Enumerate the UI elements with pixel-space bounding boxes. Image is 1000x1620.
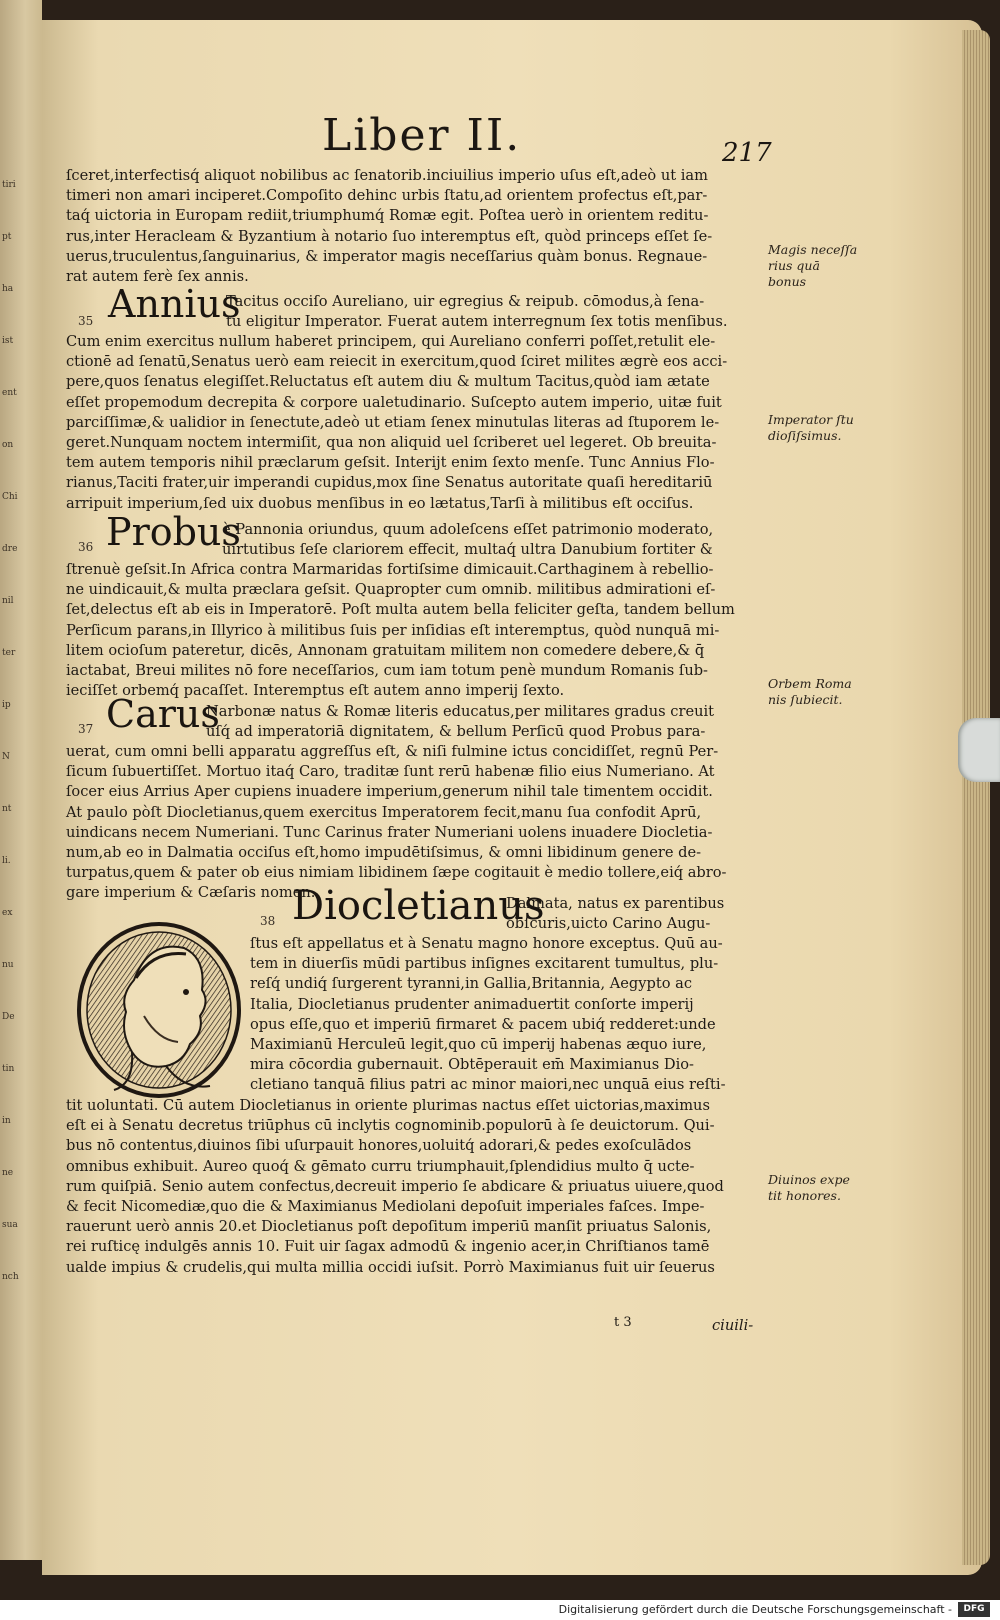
text-line: è Pannonia oriundus, quum adoleſcens eſſet patrimonio moderato,: [222, 521, 714, 538]
text-line: ſet,delectus eſt ab eis in Imperatorē. Poſt multa autem bella feliciter geſta, tandem bellum: [66, 601, 735, 619]
text-line: tu eligitur Imperator. Fuerat autem interregnum ſex totis menſibus.: [226, 313, 728, 331]
text-line: geret.Nunquam noctem intermiſit, qua non aliquid uel ſcriberet uel legeret. Ob breuita-: [66, 434, 717, 452]
left-page-fragment: ter: [2, 648, 16, 658]
entry-heading: Carus: [106, 692, 220, 736]
dfg-logo: DFG: [958, 1602, 990, 1617]
text-line: rat autem ferè ſex annis.: [66, 268, 249, 286]
text-line: arripuit imperium,ſed uix duobus menſibus in eo lætatus,Tarſi à militibus eſt occiſus.: [66, 494, 694, 512]
text-line: tit uoluntati. Cū autem Diocletianus in oriente plurimas nactus eſſet uictorias,maximus: [66, 1097, 710, 1114]
text-line: Maximianū Herculeū legit,quo cū imperij habenas æquo iure,: [250, 1036, 707, 1054]
entry-body: [66, 332, 766, 514]
entry-lead: [506, 894, 766, 934]
left-page-fragment: sua: [2, 1220, 18, 1230]
page-title: Liber II.: [322, 110, 522, 161]
text-line: bus nō contentus,diuinos ſibi uſurpauit honores,uoluitq́ adorari,& pedes exoſculādos: [66, 1137, 692, 1155]
text-line: ualde impius & crudelis,qui multa millia occidi iuſsit. Porrò Maximianus fuit uir ſeuerus: [66, 1258, 715, 1276]
text-line: taq́ uictoria in Europam rediit,triumphumq́ Romæ egit. Poſtea uerò in orientem reditu-: [66, 207, 709, 225]
text-line: uirtutibus ſeſe clariorem effecit, multaq́ ultra Danubium fortiter &: [222, 541, 713, 559]
text-line: gare imperium & Cæſaris nomen.: [66, 884, 316, 902]
margin-note: Magis neceſſa rius quā bonus: [768, 242, 858, 289]
text-line: tem autem temporis nihil præclarum geſsit. Interijt enim ſexto menſe. Tunc Annius Flo-: [66, 454, 715, 472]
entry-number: 36: [78, 540, 94, 554]
text-line: uerus,truculentus,ſanguinarius, & imperator magis neceſſarius quàm bonus. Regnaue-: [66, 247, 708, 265]
entry-body: [66, 1096, 766, 1278]
entry-number: 37: [78, 722, 94, 736]
entry-number: 35: [78, 314, 94, 328]
text-line: omnibus exhibuit. Aureo quoq́ & gēmato curru triumphauit,ſplendidius multo q̄ ucte-: [66, 1157, 695, 1175]
left-page-fragment: ent: [2, 388, 17, 398]
left-page-fragment: nch: [2, 1272, 19, 1282]
left-page-fragment: ha: [2, 284, 14, 294]
signature-mark: t 3: [614, 1315, 632, 1330]
left-page-fragment: N: [2, 752, 10, 762]
left-page-fragment: ne: [2, 1168, 14, 1178]
text-line: mira cōcordia gubernauit. Obtēperauit em̄ Maximianus Dio-: [250, 1056, 694, 1074]
text-line: opus eſſe,quo et imperiū firmaret & pacem ubiq́ redderet:unde: [250, 1015, 716, 1033]
text-line: Dalmata, natus ex parentibus: [506, 895, 725, 912]
left-page-fragment: nil: [2, 596, 14, 606]
text-line: ſceret,interfectisq́ aliquot nobilibus ac ſenatorib.inciuilius imperio uſus eſt,adeò ut iam: [66, 167, 708, 184]
text-line: ſicum ſubuertiſſet. Mortuo itaq́ Caro, traditæ ſunt rerū habenæ filio eius Numeriano. At: [66, 763, 715, 781]
left-page-fragment: on: [2, 440, 14, 450]
book-clip: [958, 718, 1000, 782]
text-line: Tacitus occiſo Aureliano, uir egregius & reipub. cōmodus,à ſena-: [226, 293, 705, 310]
text-line: timeri non amari inciperet.Compoſito dehinc urbis ſtatu,ad orientem profectus eſt,par-: [66, 187, 708, 205]
left-page-fragment: ip: [2, 700, 11, 710]
text-line: cletiano tanquā filius patri ac minor maiori,nec unquā eius reſti-: [250, 1076, 726, 1094]
left-page-fragment: tin: [2, 1064, 15, 1074]
text-line: tem in diuerſis mūdi partibus inſignes excitarent tumultus, plu-: [250, 955, 719, 973]
entry-number: 38: [260, 914, 276, 928]
margin-note: Imperator ſtu dioſiſsimus.: [768, 412, 854, 443]
left-page-fragment: De: [2, 1012, 15, 1022]
text-line: rum quiſpiā. Senio autem confectus,decreuit imperio ſe abdicare & priuatus uiuere,quod: [66, 1177, 724, 1195]
text-line: num,ab eo in Dalmatia occiſus eſt,homo impudētiſsimus, & omni libidinum genere de-: [66, 844, 702, 862]
text-line: uindicans necem Numeriani. Tunc Carinus frater Numeriani uolens inuadere Diocletia-: [66, 823, 713, 841]
text-line: ſocer eius Arrius Aper cupiens inuadere imperium,generum nihil tale timentem occidit.: [66, 783, 713, 801]
footer-credit: Digitalisierung gefördert durch die Deutsche Forschungsgemeinschaft -: [558, 1603, 952, 1616]
page-edge-stack: [962, 30, 990, 1565]
catchword: ciuili-: [712, 1317, 754, 1334]
text-line: ieciſſet orbemq́ pacaſſet. Interemptus eſt autem anno imperij ſexto.: [66, 682, 565, 700]
text-line: litem ocioſum pateretur, dicēs, Annonam gratuitam militem non comedere debere,& q̄: [66, 641, 705, 659]
margin-note: Orbem Roma nis ſubiecit.: [768, 676, 852, 707]
text-line: ſtrenuè geſsit.In Africa contra Marmaridas fortiſsime dimicauit.Carthaginem à rebellio-: [66, 561, 714, 578]
left-page-edge: [0, 0, 42, 1560]
entry-body: [66, 742, 766, 904]
left-page-fragment: dre: [2, 544, 18, 554]
left-page-fragment: ex: [2, 908, 13, 918]
text-line: ſtus eſt appellatus et à Senatu magno honore exceptus. Quū au-: [250, 935, 723, 952]
left-page-fragment: tiri: [2, 180, 16, 190]
left-page-fragment: nu: [2, 960, 14, 970]
left-page-fragment: li.: [2, 856, 11, 866]
text-line: obſcuris,uicto Carino Augu-: [506, 915, 711, 933]
text-line: rus,inter Heracleam & Byzantium à notario ſuo interemptus eſt, quòd princeps eſſet ſe-: [66, 227, 713, 245]
intro-paragraph: [66, 166, 766, 287]
text-line: eſſet propemodum decrepita & corpore ualetudinario. Suſcepto autem imperio, uitæ fuit: [66, 393, 722, 411]
text-line: Italia, Diocletianus prudenter animaduertit conſorte imperij: [250, 995, 694, 1013]
text-line: At paulo pòſt Diocletianus,quem exercitus Imperatorem fecit,manu ſua confodit Aprū,: [66, 803, 702, 821]
entry-heading: Annius: [108, 282, 241, 326]
page-number: 217: [722, 138, 772, 168]
text-line: eſt ei à Senatu decretus triūphus cū inclytis cognominib.populorū à ſe deuictorum. Qui-: [66, 1117, 715, 1135]
text-line: ctionē ad ſenatū,Senatus uerò eam reiecit in exercitum,quod ſciret milites ægrè eos acci-: [66, 353, 728, 371]
text-line: Perſicum parans,in Illyrico à militibus ſuis per inſidias eſt interemptus, quòd nunquā mi-: [66, 621, 720, 639]
text-line: rauerunt uerò annis 20.et Diocletianus poſt depoſitum imperiū manſit priuatus Salonis,: [66, 1218, 712, 1236]
entry-body: [66, 560, 766, 701]
entry-lead: [222, 520, 766, 560]
margin-note: Diuinos expe tit honores.: [768, 1172, 850, 1203]
text-line: rianus,Taciti frater,uir imperandi cupidus,mox ſine Senatus autoritate quaſi hereditariū: [66, 474, 713, 492]
entry-heading: Diocletianus: [292, 883, 545, 929]
left-page-fragment: ist: [2, 336, 14, 346]
entry-side-body: [250, 934, 766, 1096]
entry-lead: [206, 702, 766, 742]
digitization-footer: [0, 1600, 1000, 1620]
text-line: pere,quos ſenatus elegiſſet.Reluctatus eſt autem diu & multum Tacitus,quòd iam ætate: [66, 373, 710, 391]
text-line: reſq́ undiq́ ſurgerent tyranni,in Gallia,Britannia, Aegypto ac: [250, 975, 692, 993]
text-line: rei ruſticę indulgēs annis 10. Fuit uir ſagax admodū & ingenio acer,in Chriſtianos tamē: [66, 1238, 710, 1256]
left-page-fragment: pt: [2, 232, 12, 242]
text-line: turpatus,quem & pater ob eius nimiam libidinem ſæpe cogitauit è medio tollere,eiq́ abro-: [66, 864, 727, 882]
entry-lead: [226, 292, 766, 332]
text-line: uſq́ ad imperatoriā dignitatem, & bellum Perſicū quod Probus para-: [206, 723, 706, 741]
text-line: Narbonæ natus & Romæ literis educatus,per militares gradus creuit: [206, 703, 715, 720]
diocletian-portrait-medallion: [74, 920, 244, 1100]
text-line: iactabat, Breui milites nō fore neceſſarios, cum iam totum penè mundum Romanis ſub-: [66, 662, 708, 680]
left-page-fragment: Chi: [2, 492, 18, 502]
text-line: uerat, cum omni belli apparatu aggreſſus eſt, & niſi fulmine ictus concidiſſet, regnū Per-: [66, 743, 719, 760]
left-page-fragment: in: [2, 1116, 11, 1126]
text-line: Cum enim exercitus nullum haberet principem, qui Aureliano conferri poſſet,retulit ele-: [66, 333, 716, 350]
text-line: ne uindicauit,& multa præclara geſsit. Quapropter cum omnib. militibus admirationi eſ-: [66, 581, 716, 599]
left-page-fragment: nt: [2, 804, 12, 814]
text-line: & fecit Nicomediæ,quo die & Maximianus Mediolani depoſuit imperiales faſces. Impe-: [66, 1198, 705, 1216]
text-line: parciſſimæ,& ualidior in ſenectute,adeò ut etiam ſenex minutulas literas ad ſtuporem le-: [66, 413, 720, 431]
entry-heading: Probus: [106, 510, 241, 554]
